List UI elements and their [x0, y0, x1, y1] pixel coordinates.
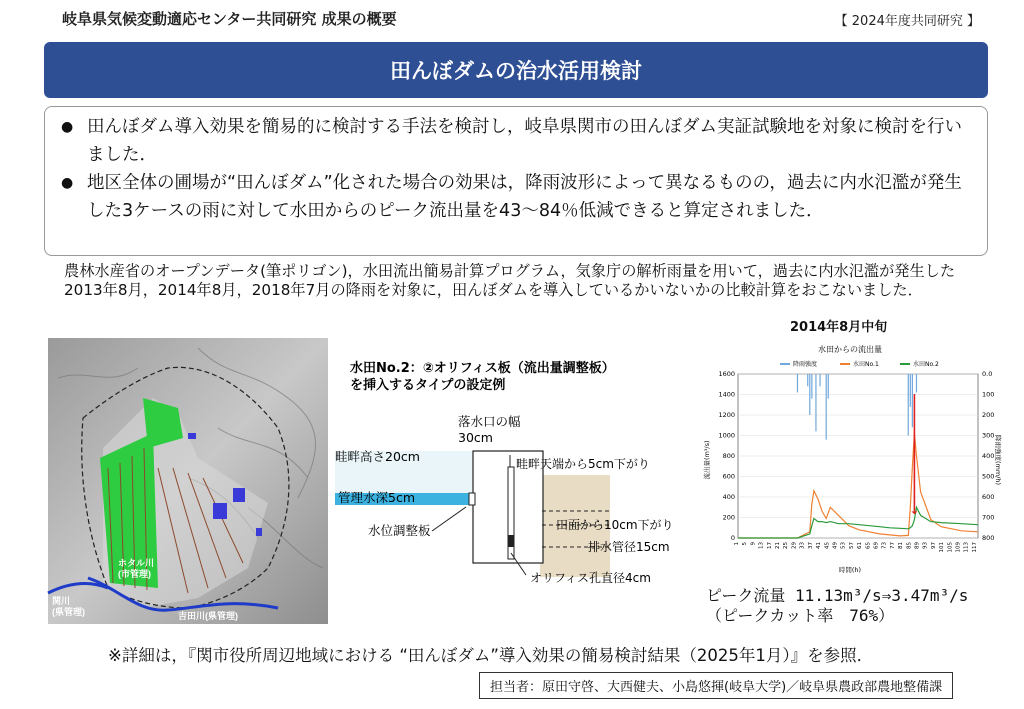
y-tick-label: 0: [730, 534, 735, 542]
water-depth-label: 管理水深5cm: [338, 490, 416, 505]
x-tick-label: 77: [889, 542, 896, 549]
y-tick-label: 1600: [718, 370, 735, 378]
x-tick-label: 25: [783, 542, 790, 549]
y-axis-label: 流出量(m³/s): [703, 440, 711, 480]
level-board-label: 水位調整板: [368, 523, 431, 538]
bullet-dot-icon: ●: [61, 119, 74, 135]
x-tick-label: 17: [766, 542, 773, 549]
x-tick-label: 97: [930, 542, 937, 549]
orifice-hole: [508, 535, 514, 547]
y2-tick-label: 300: [982, 431, 995, 440]
y-axis-ticks: [718, 370, 735, 542]
x-tick-label: 109: [955, 542, 962, 553]
banner-title: 田んぼダムの治水活用検討: [390, 59, 642, 83]
x-tick-label: 37: [807, 542, 814, 549]
x-tick-label: 69: [873, 542, 880, 549]
summary-bullet: [61, 113, 967, 169]
rain-bar: [908, 374, 909, 436]
x-axis-label: 時間(h): [838, 566, 862, 574]
outlet-width-label: 落水口の幅: [458, 414, 521, 429]
x-tick-label: 105: [947, 542, 954, 553]
y2-tick-label: 500: [982, 472, 995, 481]
x-tick-label: 61: [857, 542, 864, 549]
header-title: 岐阜県気候変動適応センター共同研究 成果の概要: [62, 10, 397, 28]
x-tick-label: 53: [840, 542, 847, 549]
x-tick-label: 89: [914, 542, 921, 549]
ridge-drop-label: 畦畔天端から5cm下がり: [516, 457, 650, 471]
orifice-label: オリフィス孔直径4cm: [530, 571, 651, 585]
bullet-text: 田んぼダム導入効果を簡易的に検討する手法を検討し，岐阜県関市の田んぼダム実証試験地を対象に検討を行いました．: [87, 117, 962, 165]
bullet-dot-icon: ●: [61, 175, 74, 191]
x-tick-label: 101: [939, 542, 946, 553]
x-tick-label: 33: [799, 542, 806, 549]
x-tick-label: 13: [758, 542, 765, 549]
rain-bar: [828, 374, 829, 399]
rain-bar: [826, 374, 827, 440]
outflow-chart: [700, 340, 1000, 590]
drain-pipe-label: 排水管径15cm: [588, 540, 670, 554]
legend-label: 降雨強度: [793, 361, 818, 368]
rain-bar: [797, 374, 798, 392]
method-description: 農林水産省のオープンデータ(筆ポリゴン)，水田流出簡易計算プログラム，気象庁の解析雨量を用いて，過去に内水氾濫が発生した2013年8月，2014年8月，2018年7月の降雨を対象に，田んぼダムを導入しているかいないかの比較計算をおこないました．: [64, 262, 956, 299]
x-axis-ticks: [734, 542, 978, 553]
y-tick-label: 1200: [718, 411, 735, 419]
x-tick-label: 117: [971, 542, 978, 553]
diagram-title: 水田No.2：②オリフィス板（流出量調整板）: [350, 361, 615, 376]
rain-bar: [910, 374, 911, 407]
outlet-width-label: 30cm: [458, 430, 493, 445]
legend-label: 水田No.2: [913, 361, 939, 368]
rain-bar: [807, 374, 808, 386]
x-tick-label: 81: [898, 542, 905, 549]
y2-tick-label: 100: [982, 390, 995, 399]
rain-bar: [811, 374, 812, 399]
study-area-map: [48, 338, 328, 624]
peak-cut-rate: （ピークカット率 76%）: [706, 606, 895, 625]
summary-bullet: [61, 169, 967, 225]
x-tick-label: 1: [734, 542, 740, 546]
y2-axis-ticks: [982, 370, 994, 542]
chart-legend: [780, 360, 939, 368]
rain-bar: [819, 374, 820, 386]
x-tick-label: 45: [824, 542, 831, 549]
y-tick-label: 1400: [718, 390, 735, 399]
y2-tick-label: 800: [982, 534, 995, 542]
y2-tick-label: 400: [982, 452, 995, 460]
rain-bar: [912, 374, 913, 427]
y-tick-label: 800: [722, 452, 735, 460]
x-tick-label: 73: [881, 542, 888, 549]
credit-box: 担当者：原田守啓、大西健夫、小島悠揮(岐阜大学)／岐阜県農政部農地整備課: [479, 672, 953, 699]
chart-caption: 2014年8月中旬: [790, 320, 888, 335]
x-tick-label: 113: [963, 542, 970, 553]
y-tick-label: 1000: [718, 431, 735, 440]
x-tick-label: 9: [750, 542, 757, 546]
legend-label: 水田No.1: [853, 361, 879, 368]
y2-tick-label: 600: [982, 493, 995, 501]
y2-axis-label: 降雨強度(mm/h): [994, 434, 1002, 486]
level-board: [469, 493, 475, 505]
map-label: (県管理): [52, 607, 85, 617]
diagram-title: を挿入するタイプの設定例: [350, 378, 506, 393]
chart-title: 水田からの流出量: [818, 345, 882, 354]
map-label: ホタル川: [118, 558, 155, 568]
summary-box: [44, 106, 988, 256]
y-tick-label: 600: [722, 472, 735, 481]
x-tick-label: 65: [865, 542, 872, 549]
y2-tick-label: 700: [982, 513, 995, 522]
rain-bar: [916, 374, 917, 392]
title-banner: [44, 42, 988, 98]
x-tick-label: 29: [791, 542, 798, 549]
map-label: 吉田川(県管理): [178, 611, 238, 621]
x-tick-label: 5: [742, 542, 749, 546]
map-label: (市管理): [118, 569, 151, 579]
peak-result: [706, 586, 968, 626]
y2-tick-label: 0.0: [982, 370, 993, 378]
reference-note: ※詳細は，『関市役所周辺地域における “田んぼダム”導入効果の簡易検討結果（2025年1月）』を参照．: [108, 646, 874, 665]
x-tick-label: 93: [922, 542, 929, 549]
orifice-diagram: [330, 355, 690, 595]
ridge-height-label: 畦畔高さ20cm: [335, 449, 420, 464]
map-label: 関川: [52, 596, 71, 606]
x-tick-label: 49: [832, 542, 839, 549]
rain-bar: [815, 374, 816, 431]
x-tick-label: 41: [816, 542, 823, 549]
x-tick-label: 21: [775, 542, 782, 549]
x-tick-label: 85: [906, 542, 913, 549]
x-tick-label: 57: [848, 542, 855, 549]
bullet-text: 地区全体の圃場が“田んぼダム”化された場合の効果は，降雨波形によって異なるものの，過去に内水氾濫が発生した3ケースの雨に対して水田からのピーク流出量を43～84％低減できると算定されました．: [87, 173, 962, 221]
y-tick-label: 400: [722, 493, 735, 501]
year-badge: 【 2024年度共同研究 】: [834, 14, 980, 29]
y-tick-label: 200: [722, 513, 735, 522]
y2-tick-label: 200: [982, 411, 995, 419]
rain-bar: [809, 374, 810, 415]
surface-drop-label: 田面から10cm下がり: [556, 518, 674, 532]
peak-flow: ピーク流量 11.13m³/s⇒3.47m³/s: [706, 586, 969, 605]
